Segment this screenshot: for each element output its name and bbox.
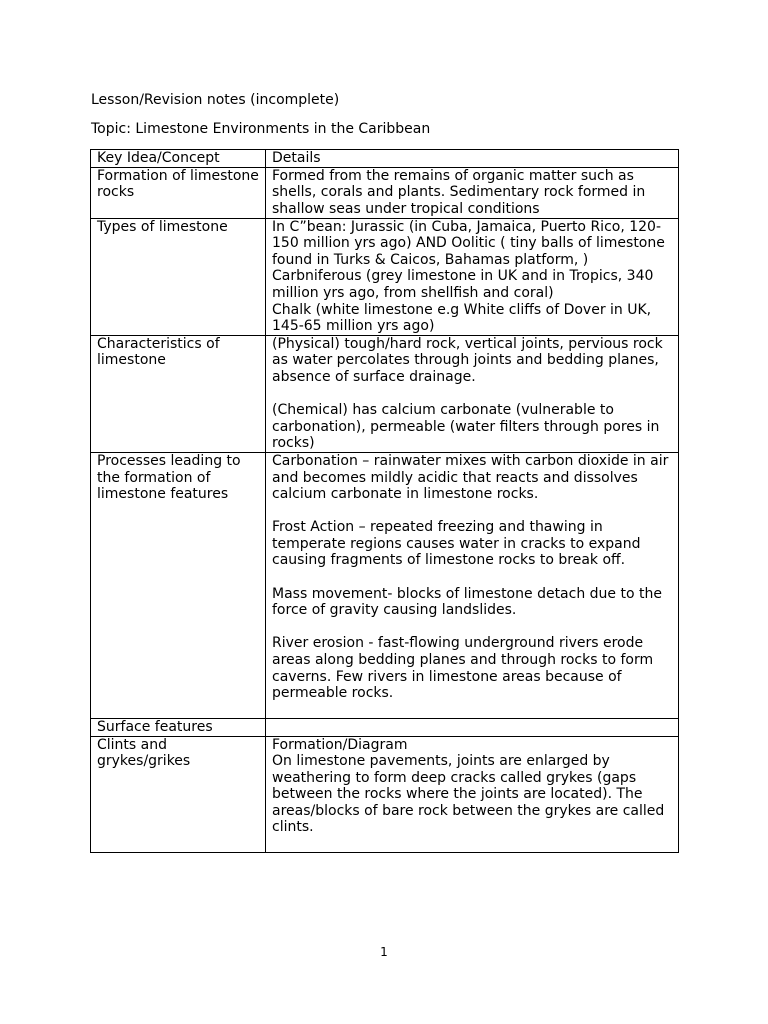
concept-cell: Processes leading to the formation of limestone features	[91, 452, 266, 718]
concept-cell: Clints and grykes/grikes	[91, 736, 266, 852]
details-cell: Formed from the remains of organic matter such as shells, corals and plants. Sedimentary rock formed in shallow seas under tropical conditions	[266, 167, 679, 218]
table-row	[91, 167, 679, 218]
header-details: Details	[266, 150, 679, 168]
table-row	[91, 736, 679, 852]
document-title: Lesson/Revision notes (incomplete)	[91, 92, 340, 108]
details-cell: (Physical) tough/hard rock, vertical joints, pervious rock as water percolates through joints and bedding planes, absence of surface drainage. (Chemical) has calcium carbonate (vulnerable to carbonation), permeable (water filters through pores in rocks)	[266, 335, 679, 452]
page-number: 1	[380, 945, 388, 959]
details-cell: Carbonation – rainwater mixes with carbon dioxide in air and becomes mildly acidic that reacts and dissolves calcium carbonate in limestone rocks. Frost Action – repeated freezing and thawing in temperate regions causes water in cracks to expand causing fragments of limestone rocks to break off. Mass movement- blocks of limestone detach due to the force of gravity causing landslides. River erosion - fast-flowing underground rivers erode areas along bedding planes and through rocks to form caverns. Few rivers in limestone areas because of permeable rocks.	[266, 452, 679, 718]
details-cell	[266, 718, 679, 736]
notes-table	[90, 149, 679, 853]
concept-cell: Surface features	[91, 718, 266, 736]
table-row	[91, 218, 679, 335]
document-topic: Topic: Limestone Environments in the Caribbean	[91, 121, 431, 137]
details-cell: In C”bean: Jurassic (in Cuba, Jamaica, Puerto Rico, 120-150 million yrs ago) AND Oolitic ( tiny balls of limestone found in Turks & Caicos, Bahamas platform, ) Carbniferous (grey limestone in UK and in Tropics, 340 million yrs ago, from shellfish and coral) Chalk (white limestone e.g White cliffs of Dover in UK, 145-65 million yrs ago)	[266, 218, 679, 335]
details-cell: Formation/Diagram On limestone pavements, joints are enlarged by weathering to form deep cracks called grykes (gaps between the rocks where the joints are located). The areas/blocks of bare rock between the grykes are called clints.	[266, 736, 679, 852]
header-key-idea: Key Idea/Concept	[91, 150, 266, 168]
table-row	[91, 718, 679, 736]
concept-cell: Types of limestone	[91, 218, 266, 335]
concept-cell: Formation of limestone rocks	[91, 167, 266, 218]
table-header-row	[91, 150, 679, 168]
table-row	[91, 452, 679, 718]
table-row	[91, 335, 679, 452]
concept-cell: Characteristics of limestone	[91, 335, 266, 452]
